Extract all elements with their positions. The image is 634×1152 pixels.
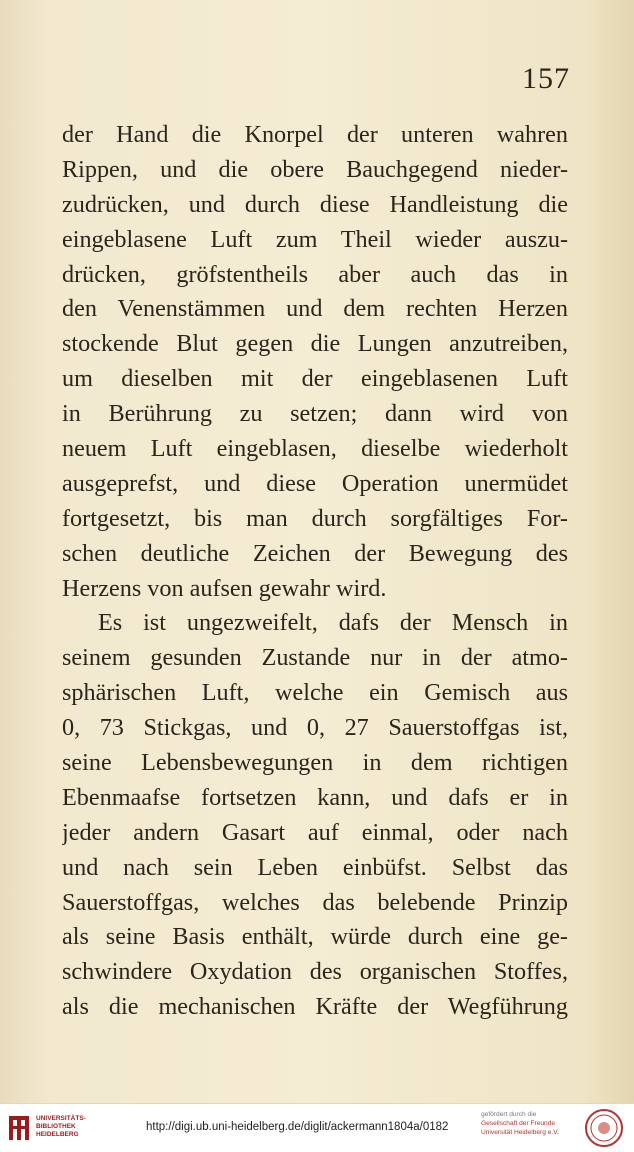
digitization-footer xyxy=(0,1103,634,1152)
page-number: 157 xyxy=(522,62,570,95)
text-line: schwindere Oxydation des organischen Stoffes, xyxy=(62,958,568,986)
sponsor-name-line: Gesellschaft der Freunde xyxy=(481,1120,556,1127)
body-text xyxy=(62,118,568,1025)
library-name-line: UNIVERSITÄTS- xyxy=(36,1115,86,1122)
text-line: der Hand die Knorpel der unteren wahren xyxy=(62,121,568,148)
text-line: 0, 73 Stickgas, und 0, 27 Sauerstoffgas ist, xyxy=(62,714,568,742)
text-line: seine Lebensbewegungen in dem richtigen xyxy=(62,749,568,777)
text-line: seinem gesunden Zustande nur in der atmo- xyxy=(62,644,568,672)
text-line: neuem Luft eingeblasen, dieselbe wiederholt xyxy=(62,435,568,463)
text-line: eingeblasene Luft zum Theil wieder auszu- xyxy=(62,225,568,253)
text-line: zudrücken, und durch diese Handleistung die xyxy=(62,190,568,218)
society-seal-icon xyxy=(584,1108,624,1148)
text-line: Rippen, und die obere Bauchgegend nieder- xyxy=(62,155,568,183)
library-name xyxy=(36,1115,116,1139)
university-library-logo-icon xyxy=(8,1114,30,1142)
text-line: stockende Blut gegen die Lungen anzutreiben, xyxy=(62,330,568,358)
text-line: Herzens von aufsen gewahr wird. xyxy=(62,574,387,602)
text-line: drücken, gröfstentheils aber auch das in xyxy=(62,260,568,288)
text-line: jeder andern Gasart auf einmal, oder nach xyxy=(62,818,568,846)
text-line: sphärischen Luft, welche ein Gemisch aus xyxy=(62,679,568,707)
sponsor-name-line: Universität Heidelberg e.V. xyxy=(481,1129,559,1136)
text-line: fortgesetzt, bis man durch sorgfältiges For- xyxy=(62,504,568,532)
text-line: und nach sein Leben einbüfst. Selbst das xyxy=(62,853,568,881)
text-line: Es ist ungezweifelt, dafs der Mensch in xyxy=(98,609,568,637)
library-name-line: BIBLIOTHEK xyxy=(36,1123,76,1130)
text-line: als die mechanischen Kräfte der Wegführung xyxy=(62,993,568,1021)
text-line: den Venenstämmen und dem rechten Herzen xyxy=(62,295,568,323)
sponsor-credit xyxy=(481,1110,576,1137)
text-line: schen deutliche Zeichen der Bewegung des xyxy=(62,539,568,567)
text-line: Sauerstoffgas, welches das belebende Prinzip xyxy=(62,888,568,916)
text-line: Ebenmaafse fortsetzen kann, und dafs er in xyxy=(62,783,568,811)
library-name-line: HEIDELBERG xyxy=(36,1131,79,1138)
text-line: in Berührung zu setzen; dann wird von xyxy=(62,400,568,428)
permalink-url[interactable]: http://digi.ub.uni-heidelberg.de/diglit/ackermann1804a/0182 xyxy=(146,1121,449,1133)
text-line: ausgeprefst, und diese Operation unermüdet xyxy=(62,469,568,497)
sponsor-prefix: gefördert durch die xyxy=(481,1111,537,1118)
text-line: als seine Basis enthält, würde durch eine ge- xyxy=(62,923,568,951)
text-line: um dieselben mit der eingeblasenen Luft xyxy=(62,365,568,393)
